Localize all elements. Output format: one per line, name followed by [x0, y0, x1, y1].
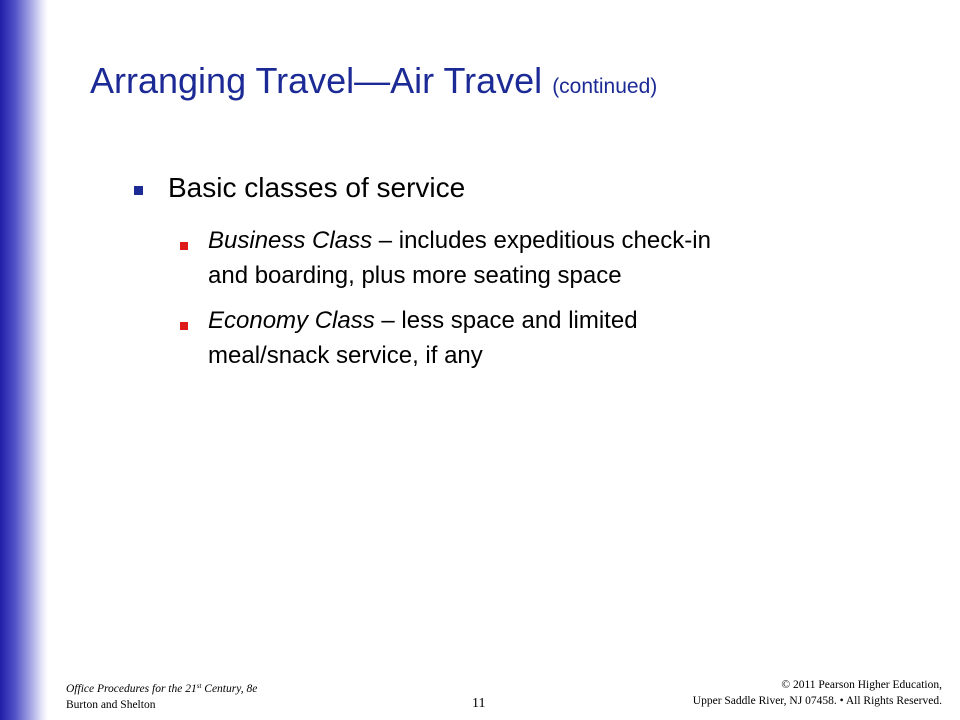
bullet-text: – less space and limited: [381, 307, 638, 334]
bullet-marker-level2: [180, 242, 188, 250]
book-title-part-a: Office Procedures for the 21: [66, 683, 197, 695]
bullet-marker-level2: [180, 322, 188, 330]
bullet-economy-class: [208, 303, 638, 373]
copyright-line-2: Upper Saddle River, NJ 07458. • All Rights Reserved.: [692, 695, 942, 707]
footer-copyright: [693, 677, 942, 709]
bullet-emphasis: Business Class: [208, 227, 373, 254]
book-title-superscript: st: [196, 682, 202, 690]
bullet-line: [208, 303, 638, 338]
bullet-line-continued: meal/snack service, if any: [208, 342, 483, 369]
book-title-part-b: Century, 8e: [201, 683, 258, 695]
footer-authors: Burton and Shelton: [66, 699, 156, 711]
bullet-business-class: [208, 223, 711, 293]
title-main: Arranging Travel—Air Travel: [90, 60, 543, 101]
footer-book-title: [66, 678, 257, 697]
bullet-line-continued: and boarding, plus more seating space: [208, 262, 622, 289]
bullet-marker-level1: [134, 186, 143, 195]
copyright-line-1: © 2011 Pearson Higher Education,: [781, 679, 942, 691]
bullet-emphasis: Economy Class: [208, 307, 375, 334]
bullet-text: – includes expeditious check-in: [378, 227, 711, 254]
title-suffix: (continued): [552, 75, 658, 98]
footer-book-info: [66, 678, 257, 713]
bullet-line: [208, 223, 711, 258]
page-number: 11: [472, 696, 486, 711]
bullet-basic-classes: Basic classes of service: [168, 172, 466, 203]
